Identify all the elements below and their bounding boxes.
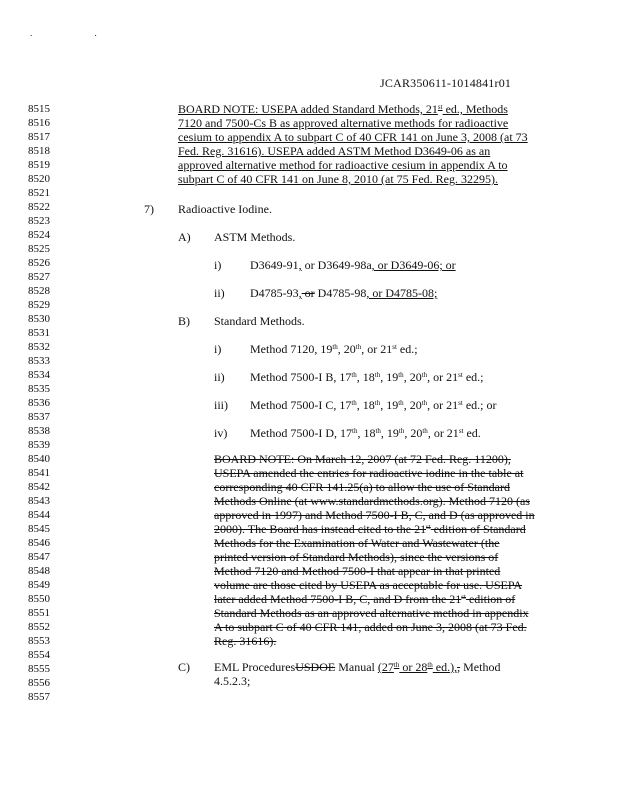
board-note-2-line bbox=[214, 508, 535, 522]
text-run: , bbox=[298, 286, 302, 300]
line-number: 8545 bbox=[28, 523, 50, 535]
text-run: EML Procedures bbox=[214, 660, 296, 674]
text-run: , 19 bbox=[380, 426, 399, 440]
board-note-1-line bbox=[178, 172, 498, 186]
line-number: 8536 bbox=[28, 397, 50, 409]
ordinal-suffix: th bbox=[374, 399, 381, 407]
ordinal-suffix: th bbox=[351, 371, 357, 379]
astm-item-number bbox=[214, 258, 221, 272]
text-run: , 18 bbox=[356, 398, 375, 412]
text-run: , or 21 bbox=[427, 370, 459, 384]
line-number: 8531 bbox=[28, 327, 50, 339]
standard-method-number bbox=[214, 370, 225, 384]
text-run: ii) bbox=[214, 370, 225, 384]
line-number: 8526 bbox=[28, 257, 50, 269]
text-run: corresponding 40 CFR 141.25(a) to allow the use of Standard bbox=[214, 480, 510, 494]
text-run: 2000). The Board has instead cited to the 21 bbox=[214, 522, 427, 536]
section-a-letter: A) bbox=[178, 230, 191, 244]
board-note-2-line bbox=[214, 550, 498, 564]
line-number: 8515 bbox=[28, 103, 50, 115]
text-run: approved alternative method for radioactive cesium in appendix A to bbox=[178, 158, 508, 172]
board-note-2-line bbox=[214, 564, 500, 578]
line-number: 8534 bbox=[28, 369, 50, 381]
board-note-2-line bbox=[214, 480, 510, 494]
section-c-letter: C) bbox=[178, 660, 190, 674]
text-run: or 28 bbox=[399, 660, 428, 674]
text-run: , 18 bbox=[356, 370, 375, 384]
line-number: 8520 bbox=[28, 173, 50, 185]
text-run: Standard Methods as an approved alternative method in appendix bbox=[214, 606, 529, 620]
text-run: USDOE bbox=[295, 660, 336, 674]
text-run: ed.; bbox=[396, 342, 418, 356]
text-run: Method 7120 and Method 7500-I that appear in that printed bbox=[214, 564, 501, 578]
line-number: 8518 bbox=[28, 145, 50, 157]
line-number: 8552 bbox=[28, 621, 50, 633]
ordinal-suffix: th bbox=[332, 343, 338, 351]
text-run: volume are those cited by USEPA as acceptable for use. USEPA bbox=[214, 578, 523, 592]
board-note-1-line bbox=[178, 102, 508, 116]
text-run: ed.), bbox=[432, 660, 458, 674]
text-run: D4785-98 bbox=[314, 286, 367, 300]
board-note-2-line bbox=[214, 452, 511, 466]
text-run: 4.5.2.3; bbox=[214, 674, 251, 688]
text-run: ii) bbox=[214, 286, 225, 300]
scan-marks: . . bbox=[30, 28, 127, 38]
text-run: edition of bbox=[465, 592, 516, 606]
text-run: , or D3649-06; or bbox=[371, 258, 456, 272]
line-number: 8523 bbox=[28, 215, 50, 227]
text-run: Fed. Reg. 31616). USEPA added ASTM Method D3649-06 as an bbox=[178, 144, 491, 158]
text-run: USEPA amended the entries for radioactive iodine in the table at bbox=[214, 466, 524, 480]
text-run: , or D4785-08; bbox=[366, 286, 438, 300]
line-number: 8550 bbox=[28, 593, 50, 605]
board-note-1-line bbox=[178, 158, 508, 172]
text-run: D3649-91 bbox=[250, 258, 299, 272]
text-run: , 20 bbox=[404, 426, 423, 440]
ordinal-suffix: th bbox=[398, 427, 405, 435]
text-run: , bbox=[298, 258, 302, 272]
line-number: 8516 bbox=[28, 117, 50, 129]
standard-method-number bbox=[214, 426, 227, 440]
ordinal-suffix: th bbox=[421, 399, 428, 407]
text-run: , or 21 bbox=[361, 342, 393, 356]
standard-method bbox=[250, 370, 483, 384]
text-run: i) bbox=[214, 342, 222, 356]
text-run: , or 21 bbox=[427, 426, 459, 440]
line-number: 8549 bbox=[28, 579, 50, 591]
line-number: 8533 bbox=[28, 355, 50, 367]
line-number: 8557 bbox=[28, 691, 50, 703]
line-number: 8551 bbox=[28, 607, 50, 619]
line-number: 8517 bbox=[28, 131, 50, 143]
line-number: 8527 bbox=[28, 271, 50, 283]
board-note-2-line bbox=[214, 578, 522, 592]
line-number: 8521 bbox=[28, 187, 50, 199]
line-number: 8554 bbox=[28, 649, 50, 661]
text-run: , bbox=[457, 660, 461, 674]
line-number: 8538 bbox=[28, 425, 50, 437]
text-run: Method 7500-I C, 17 bbox=[250, 398, 352, 412]
text-run: Method 7500-I D, 17 bbox=[250, 426, 352, 440]
board-note-2-line bbox=[214, 620, 527, 634]
board-note-1-line bbox=[178, 144, 490, 158]
text-run: Method 7120, 19 bbox=[250, 342, 333, 356]
line-number: 8548 bbox=[28, 565, 50, 577]
text-run: Methods Online (at www.standardmethods.org). Method 7120 (as bbox=[214, 494, 530, 508]
standard-method bbox=[250, 398, 496, 412]
board-note-2-line bbox=[214, 592, 515, 606]
ordinal-suffix: th bbox=[352, 427, 358, 435]
text-run: or bbox=[301, 286, 315, 300]
ordinal-suffix: st bbox=[392, 343, 397, 351]
ordinal-suffix: th bbox=[421, 371, 428, 379]
board-note-2-line bbox=[214, 494, 530, 508]
text-run: Methods for the Examination of Water and Wastewater (the bbox=[214, 536, 500, 550]
text-run: 7120 and 7500-Cs B as approved alternative methods for radioactive bbox=[178, 116, 509, 130]
ordinal-suffix: th bbox=[351, 399, 357, 407]
line-number: 8556 bbox=[28, 677, 50, 689]
ordinal-suffix: st bbox=[426, 523, 431, 531]
standard-method-number bbox=[214, 398, 228, 412]
text-run: BOARD NOTE: On March 12, 2007 (at 72 Fed. Reg. 11200), bbox=[214, 452, 511, 466]
text-run: BOARD NOTE: USEPA added Standard Methods, 21 bbox=[178, 102, 438, 116]
text-run: ed.; or bbox=[462, 398, 497, 412]
line-number: 8553 bbox=[28, 635, 50, 647]
standard-method bbox=[250, 342, 418, 356]
astm-item-number bbox=[214, 286, 225, 300]
text-run: iii) bbox=[214, 398, 228, 412]
board-note-2-line bbox=[214, 536, 500, 550]
ordinal-suffix: st bbox=[437, 103, 443, 111]
line-number: 8542 bbox=[28, 481, 50, 493]
ordinal-suffix: st bbox=[461, 593, 466, 601]
board-note-2-line bbox=[214, 466, 523, 480]
ordinal-suffix: th bbox=[427, 661, 433, 669]
text-run: , or 21 bbox=[427, 398, 459, 412]
astm-method bbox=[250, 258, 456, 272]
text-run: i) bbox=[214, 258, 222, 272]
text-run: , 19 bbox=[380, 398, 399, 412]
text-run: approved in 1997) and Method 7500-I B, C, and D (as approved in bbox=[214, 508, 535, 522]
ordinal-suffix: th bbox=[398, 371, 404, 379]
board-note-1-line bbox=[178, 130, 528, 144]
ordinal-suffix: th bbox=[375, 427, 381, 435]
astm-method bbox=[250, 286, 437, 300]
standard-method-number bbox=[214, 342, 221, 356]
eml-procedure-line bbox=[214, 660, 500, 674]
line-number: 8537 bbox=[28, 411, 50, 423]
line-number: 8524 bbox=[28, 229, 50, 241]
board-note-1-line bbox=[178, 116, 508, 130]
text-run: , 20 bbox=[403, 398, 422, 412]
text-run: ed.; bbox=[462, 370, 484, 384]
text-run: subpart C of 40 CFR 141 on June 8, 2010 (at 75 Fed. Reg. 32295). bbox=[178, 172, 498, 186]
text-run: printed version of Standard Methods), since the versions of bbox=[214, 550, 499, 564]
section-a-label: ASTM Methods. bbox=[214, 230, 296, 244]
text-run: cesium to appendix A to subpart C of 40 CFR 141 on June 3, 2008 (at 73 bbox=[178, 130, 528, 144]
text-run: A to subpart C of 40 CFR 141, added on June 3, 2008 (at 73 Fed. bbox=[214, 620, 527, 634]
section-b-label: Standard Methods. bbox=[214, 314, 305, 328]
line-number: 8540 bbox=[28, 453, 50, 465]
board-note-2-line bbox=[214, 522, 526, 536]
ordinal-suffix: th bbox=[398, 399, 404, 407]
line-number: 8532 bbox=[28, 341, 50, 353]
ordinal-suffix: th bbox=[422, 427, 428, 435]
text-run: , 18 bbox=[357, 426, 376, 440]
text-run: or D3649-98a bbox=[301, 258, 372, 272]
ordinal-suffix: th bbox=[393, 661, 400, 669]
text-run: Method bbox=[460, 660, 501, 674]
text-run: ed., Methods bbox=[442, 102, 508, 116]
line-number: 8541 bbox=[28, 467, 50, 479]
item-7-number: 7) bbox=[144, 202, 154, 216]
board-note-2-line bbox=[214, 634, 276, 648]
board-note-2-line bbox=[214, 606, 529, 620]
text-run: Reg. 31616). bbox=[214, 634, 277, 648]
section-b-letter: B) bbox=[178, 314, 190, 328]
text-run: Method 7500-I B, 17 bbox=[250, 370, 352, 384]
ordinal-suffix: st bbox=[458, 399, 463, 407]
line-number: 8555 bbox=[28, 663, 50, 675]
ordinal-suffix: th bbox=[355, 343, 362, 351]
line-number: 8544 bbox=[28, 509, 50, 521]
text-run: ed. bbox=[463, 426, 481, 440]
ordinal-suffix: th bbox=[374, 371, 381, 379]
text-run: D4785-93 bbox=[250, 286, 299, 300]
text-run: iv) bbox=[214, 426, 228, 440]
line-number: 8546 bbox=[28, 537, 50, 549]
item-7-label: Radioactive Iodine. bbox=[178, 202, 272, 216]
text-run: Manual bbox=[335, 660, 378, 674]
document-header: JCAR350611-1014841r01 bbox=[380, 76, 512, 90]
line-number: 8528 bbox=[28, 285, 50, 297]
eml-procedure-line bbox=[214, 674, 250, 688]
text-run: , 19 bbox=[380, 370, 399, 384]
line-number: 8519 bbox=[28, 159, 50, 171]
line-number: 8543 bbox=[28, 495, 50, 507]
line-number: 8529 bbox=[28, 299, 50, 311]
line-number: 8535 bbox=[28, 383, 50, 395]
text-run: (27 bbox=[377, 660, 394, 674]
ordinal-suffix: st bbox=[458, 371, 463, 379]
line-number: 8522 bbox=[28, 201, 50, 213]
line-number: 8525 bbox=[28, 243, 50, 255]
standard-method bbox=[250, 426, 481, 440]
text-run: , 20 bbox=[337, 342, 356, 356]
text-run: edition of Standard bbox=[430, 522, 526, 536]
ordinal-suffix: st bbox=[458, 427, 464, 435]
line-number: 8547 bbox=[28, 551, 50, 563]
text-run: later added Method 7500-I B, C, and D from the 21 bbox=[214, 592, 462, 606]
line-number: 8530 bbox=[28, 313, 50, 325]
text-run: , 20 bbox=[403, 370, 422, 384]
line-number: 8539 bbox=[28, 439, 50, 451]
